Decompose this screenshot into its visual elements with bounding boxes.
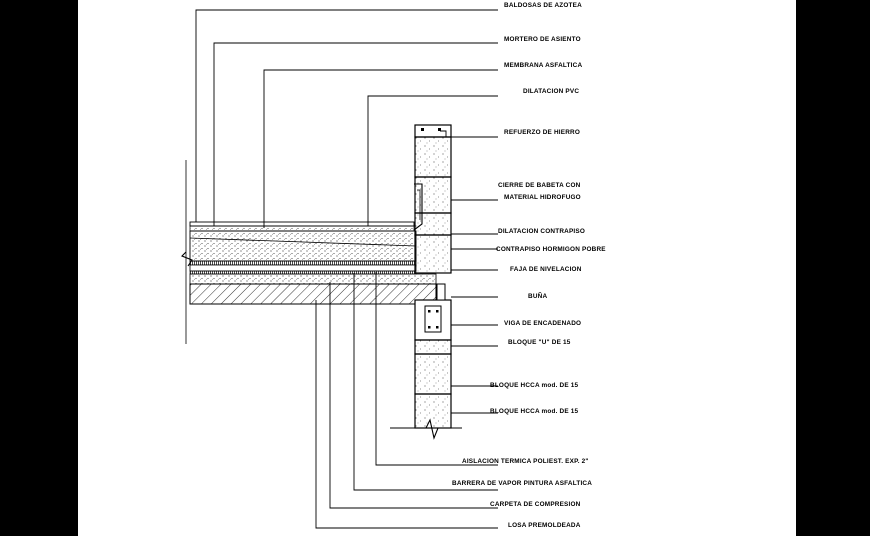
drip-groove	[437, 284, 445, 300]
hcca-block-2	[415, 394, 451, 428]
compression-screed	[190, 274, 436, 284]
contrapiso-layer	[190, 231, 416, 261]
parapet-block-base	[415, 235, 451, 273]
label-faja: FAJA DE NIVELACION	[510, 266, 582, 273]
label-bloque-hcca-1: BLOQUE HCCA mod. DE 15	[490, 382, 579, 389]
label-buna: BUÑA	[528, 293, 548, 300]
label-baldosas: BALDOSAS DE AZOTEA	[504, 2, 582, 9]
roof-layers	[182, 160, 436, 344]
drawing-sheet	[78, 0, 796, 536]
leveling-strip	[190, 261, 416, 265]
u-block	[415, 340, 451, 354]
precast-slab	[190, 284, 436, 304]
beam-rebar	[436, 310, 439, 313]
mortar-layer	[190, 226, 414, 231]
label-cierre-line1: CIERRE DE BABETA CON	[498, 182, 581, 189]
label-barrera: BARRERA DE VAPOR PINTURA ASFALTICA	[452, 480, 593, 487]
label-bloque-hcca-2: BLOQUE HCCA mod. DE 15	[490, 408, 579, 415]
beam-rebar	[428, 326, 431, 329]
label-aislacion: AISLACION TERMICA POLIEST. EXP. 2"	[462, 458, 589, 465]
parapet-block-upper	[415, 137, 451, 177]
label-cierre-line2: MATERIAL HIDROFUGO	[504, 194, 581, 201]
beam-rebar	[436, 326, 439, 329]
label-refuerzo: REFUERZO DE HIERRO	[504, 129, 581, 136]
label-losa: LOSA PREMOLDEADA	[508, 522, 581, 529]
label-bloque-u: BLOQUE "U" DE 15	[508, 339, 571, 346]
rebar-dot	[421, 128, 424, 131]
label-membrana: MEMBRANA ASFALTICA	[504, 62, 583, 69]
vapor-barrier-layer	[190, 271, 416, 274]
roof-parapet-section-detail	[78, 0, 796, 536]
insulation-layer	[190, 265, 416, 271]
label-mortero: MORTERO DE ASIENTO	[504, 36, 581, 43]
label-contrapiso: CONTRAPISO HORMIGON POBRE	[496, 246, 606, 253]
labels	[452, 2, 606, 529]
label-dilatacion-contrapiso: DILATACION CONTRAPISO	[498, 228, 586, 235]
beam-rebar	[428, 310, 431, 313]
hcca-block-1	[415, 354, 451, 394]
label-carpeta: CARPETA DE COMPRESION	[490, 501, 581, 508]
label-dilatacion-pvc: DILATACION PVC	[523, 88, 580, 95]
label-viga: VIGA DE ENCADENADO	[504, 320, 582, 327]
tile-layer	[190, 222, 414, 226]
